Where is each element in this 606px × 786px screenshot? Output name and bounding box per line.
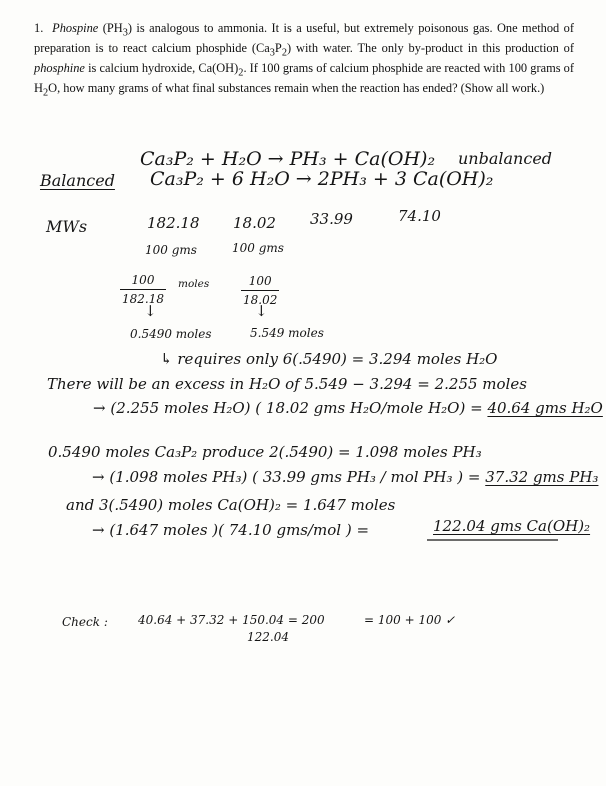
excess-mass-line: → (2.255 moles H₂O) ( 18.02 gms H₂O/mole H₂O) = 40.64 gms H₂O [93,399,603,417]
moles-ca3p2: 0.5490 moles [130,327,212,341]
balanced-equation: Ca₃P₂ + 6 H₂O → 2PH₃ + 3 Ca(OH)₂ [150,168,494,190]
excess-line: There will be an excess in H₂O of 5.549 − 3.294 = 2.255 moles [47,375,527,393]
mws-tag: MWs [46,217,88,236]
caoh2-mass-line: → (1.647 moles )( 74.10 gms/mol ) = [92,521,370,539]
caoh2-moles-line: and 3(.5490) moles Ca(OH)₂ = 1.647 moles [66,496,396,514]
arrow-down-2: ↓ [255,302,268,320]
arrow-down-1: ↓ [144,302,157,320]
mass-h2o: 100 gms [232,241,284,255]
term-phospine: Phospine [52,21,99,35]
fraction-label-moles: moles [178,278,210,290]
mw-caoh2: 74.10 [398,207,441,225]
ph3-mass-line: → (1.098 moles PH₃) ( 33.99 gms PH₃ / mol PH₃ ) = 37.32 gms PH₃ [92,468,599,486]
problem-statement: 1. Phospine $(PH_3)$ is analogous to ammonia. It is a useful, but extremely poisonous gas. One method of preparation is to react calcium phosphide $(Ca_3P_2)$ with water. The only by-product in this production of phosphine is calcium hydroxide, $Ca(OH)_2$. If 100 grams of calcium phosphide are reacted with 100 grams of $H_2O$, how many grams of what final substances remain when the reaction has ended? (Show all work.) [34,21,575,99]
mass-ca3p2: 100 gms [145,243,197,257]
mw-ca3p2: 182.18 [147,214,200,232]
check-label: Check : [62,615,108,629]
mw-ph3: 33.99 [310,210,353,228]
check-sum: 40.64 + 37.32 + 150.04 = 200 [138,613,325,627]
balanced-tag: Balanced [40,171,115,190]
fraction-ca3p2: $\frac{100}{182.18}$ [122,273,164,306]
moles-h2o: 5.549 moles [250,326,324,340]
unbalanced-tag: unbalanced [458,149,553,168]
problem-number: 1. [34,21,44,35]
mw-h2o: 18.02 [233,214,276,232]
fraction-h2o: $\frac{100}{18.02}$ [243,274,278,307]
excess-mass-result: 40.64 gms H₂O [487,399,603,417]
term-phosphine: phosphine [34,60,85,75]
check-right: = 100 + 100 ✓ [364,613,456,627]
unbalanced-equation: Ca₃P₂ + H₂O → PH₃ + Ca(OH)₂ [140,148,436,170]
requires-line: ↳ requires only 6(.5490) = 3.294 moles H₂O [160,350,498,368]
check-sub: 122.04 [247,630,289,644]
ph3-moles-line: 0.5490 moles Ca₃P₂ produce 2(.5490) = 1.098 moles PH₃ [48,443,482,461]
caoh2-mass-result: 122.04 gms Ca(OH)₂ [433,517,591,535]
ph3-mass-result: 37.32 gms PH₃ [485,468,599,486]
